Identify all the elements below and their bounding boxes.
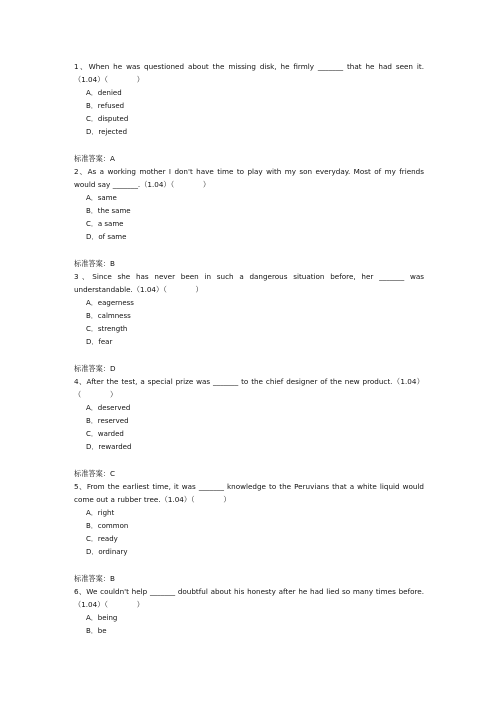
answer-option: D．rewarded xyxy=(86,443,132,451)
option-list xyxy=(86,297,424,349)
question-block xyxy=(74,480,424,585)
answer-option: C．ready xyxy=(86,535,118,543)
answer-option: A．same xyxy=(86,194,117,202)
option-list xyxy=(86,402,424,454)
option-list xyxy=(86,612,424,638)
answer-option: D．ordinary xyxy=(86,548,128,556)
answer-option: C．warded xyxy=(86,430,124,438)
answer-option: A．right xyxy=(86,509,115,517)
standard-answer: 标准答案：D xyxy=(74,364,116,373)
answer-option: A．eagerness xyxy=(86,299,134,307)
option-list xyxy=(86,192,424,244)
standard-answer: 标准答案：B xyxy=(74,574,115,583)
question-text: 2、As a working mother I don't have time to play with my son everyday. Most of my friends would say _______.（1.04）（ ） xyxy=(74,167,424,189)
question-block xyxy=(74,270,424,375)
option-list xyxy=(86,87,424,139)
standard-answer: 标准答案：C xyxy=(74,469,115,478)
answer-option: B．reserved xyxy=(86,417,129,425)
answer-option: B．refused xyxy=(86,102,125,110)
standard-answer: 标准答案：B xyxy=(74,259,115,268)
question-block xyxy=(74,585,424,638)
answer-option: D．rejected xyxy=(86,128,128,136)
question-block xyxy=(74,165,424,270)
question-text: 6、We couldn't help _______ doubtful about his honesty after he had lied so many times before.（1.04）（ ） xyxy=(74,587,424,609)
question-text: 1、When he was questioned about the missing disk, he firmly _______ that he had seen it.（1.04）（ ） xyxy=(74,62,424,84)
answer-option: A．denied xyxy=(86,89,122,97)
question-block xyxy=(74,60,424,165)
answer-option: B．the same xyxy=(86,207,131,215)
option-list xyxy=(86,507,424,559)
question-text: 5、From the earliest time, it was _______ knowledge to the Peruvians that a white liquid would come out a rubber tree.（1.04）（ ） xyxy=(74,482,424,504)
answer-option: A．deserved xyxy=(86,404,131,412)
answer-option: D．of same xyxy=(86,233,127,241)
standard-answer: 标准答案：A xyxy=(74,154,115,163)
answer-option: A．being xyxy=(86,614,118,622)
answer-option: D．fear xyxy=(86,338,113,346)
question-text: 3、Since she has never been in such a dangerous situation before, her _______ was understandable.（1.04）（ ） xyxy=(74,272,424,294)
question-list xyxy=(74,60,424,638)
question-block xyxy=(74,375,424,480)
question-text: 4、After the test, a special prize was _______ to the chief designer of the new product.（1.04）（ ） xyxy=(74,377,424,399)
answer-option: C．strength xyxy=(86,325,128,333)
answer-option: B．common xyxy=(86,522,129,530)
answer-option: C．disputed xyxy=(86,115,129,123)
answer-option: B．calmness xyxy=(86,312,131,320)
answer-option: C．a same xyxy=(86,220,124,228)
answer-option: B．be xyxy=(86,627,107,635)
